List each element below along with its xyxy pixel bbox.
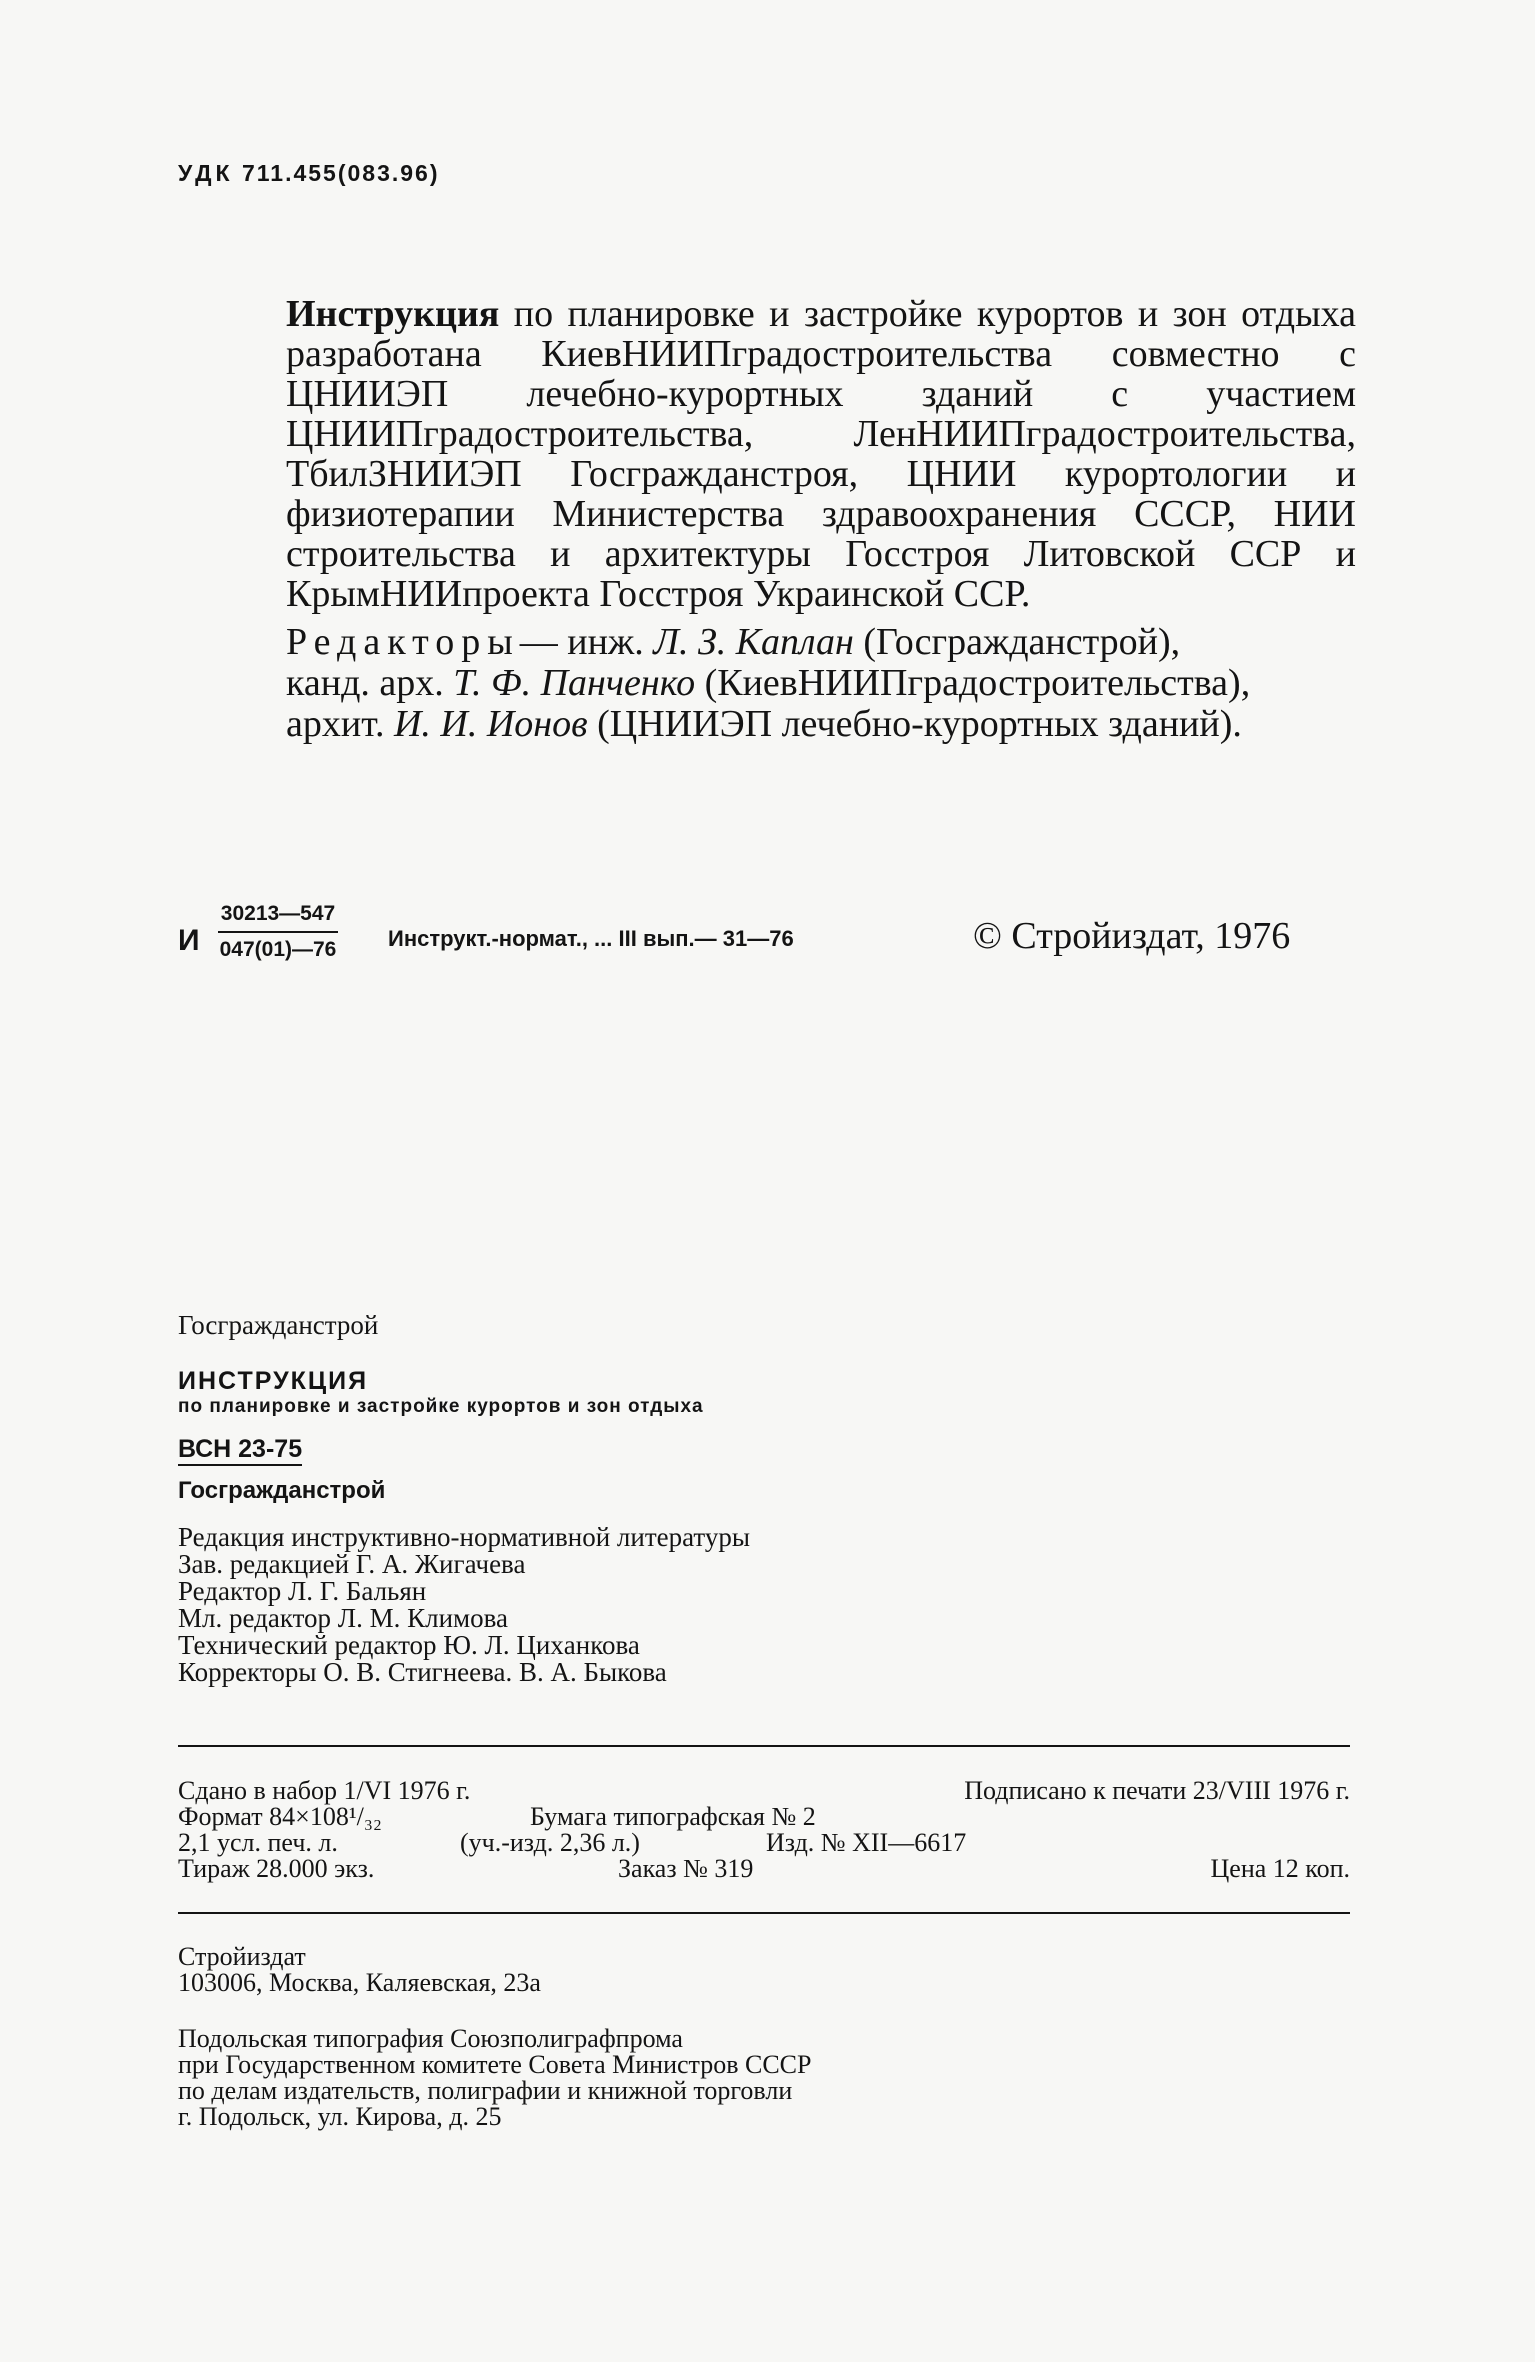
editor-3-org: (ЦНИИЭП лечебно-курортных зданий).: [587, 703, 1242, 745]
pub-sheets: 2,1 усл. печ. л.: [178, 1828, 338, 1857]
printer-block: [178, 2026, 811, 2130]
editors-label: Редакторы: [286, 621, 520, 663]
editor-1-org: (Госгражданстрой),: [853, 621, 1181, 663]
imprint-denominator: 047(01)—76: [219, 938, 337, 961]
credit-line: Редакция инструктивно-нормативной литературы: [178, 1522, 750, 1552]
intro-lead: Инструкция: [286, 293, 500, 335]
editor-line-3: [286, 704, 1356, 745]
pub-row: [178, 1856, 1350, 1882]
pub-paper: Бумага типографская № 2: [530, 1802, 816, 1831]
credit-line: Технический редактор Ю. Л. Цихaнкова: [178, 1630, 640, 1660]
pub-format: Формат 84×108¹/₃₂: [178, 1802, 382, 1831]
printer-line: при Государственном комитете Совета Министров СССР: [178, 2050, 812, 2079]
editor-2-name: Т. Ф. Панченко: [453, 662, 696, 704]
pub-sent: Сдано в набор 1/VI 1976 г.: [178, 1776, 471, 1805]
editor-3-title: архит.: [286, 703, 394, 745]
colophon-org: Госгражданстрой: [178, 1310, 379, 1340]
colophon: [178, 1312, 1358, 1686]
intro-text: по планировке и застройке курортов и зон отдыха разработана КиевНИИПградостроительства совместно с ЦНИИЭП лечебно-курортных зданий с участием ЦНИИПградостроительства, ЛенНИИПградостроительства, ТбилЗНИИЭП Госгражданстроя, ЦНИИ курортологии и физиотерапии Министерства здравоохранения СССР, НИИ строительства и архитектуры Госстроя Литовской ССР и КрымНИИпроекта Госстроя Украинской ССР.: [286, 293, 1357, 615]
credit-line: Редактор Л. Г. Бальян: [178, 1576, 427, 1606]
editor-2-org: (КиевНИИПградостроительства),: [695, 662, 1251, 704]
pub-izd: Изд. № XII—6617: [766, 1828, 967, 1857]
colophon-title: ИНСТРУКЦИЯ: [178, 1367, 369, 1395]
imprint-letter: И: [178, 924, 200, 957]
credit-line: Зав. редакцией Г. А. Жигачева: [178, 1549, 526, 1579]
pub-price: Цена 12 коп.: [1210, 1854, 1350, 1883]
pub-order: Заказ № 319: [618, 1854, 754, 1883]
editor-1-name: Л. З. Каплан: [653, 621, 854, 663]
intro-paragraph: [286, 294, 1356, 614]
imprint-fraction: [218, 900, 338, 964]
udk-label: УДК: [178, 160, 234, 186]
printer-line: г. Подольск, ул. Кирова, д. 25: [178, 2102, 502, 2131]
udk-line: [178, 160, 440, 187]
divider-top: [178, 1745, 1350, 1747]
credit-line: Мл. редактор Л. М. Климова: [178, 1603, 508, 1633]
copyright: © Стройиздат, 1976: [973, 915, 1291, 957]
divider-bottom: [178, 1912, 1350, 1914]
imprint-numerator: 30213—547: [218, 900, 338, 933]
pub-row: [178, 1804, 1350, 1830]
editor-1-title: — инж.: [519, 621, 654, 663]
credit-line: Корректоры О. В. Стигнеева. В. А. Быкова: [178, 1657, 667, 1687]
pub-row: [178, 1830, 1350, 1856]
credits-list: [178, 1524, 1358, 1686]
editor-3-name: И. И. Ионов: [393, 703, 588, 745]
printer-line: Подольская типография Союзполиграфпрома: [178, 2024, 683, 2053]
imprint-middle: Инструкт.-нормат., ... III вып.— 31—76: [388, 926, 794, 951]
pub-row: [178, 1778, 1350, 1804]
publisher-name: Стройиздат: [178, 1942, 306, 1971]
colophon-code: ВСН 23-75: [178, 1436, 302, 1466]
publication-details: [178, 1778, 1350, 1882]
editor-line-2: [286, 663, 1356, 704]
pub-run: Тираж 28.000 экз.: [178, 1854, 375, 1883]
editor-2-title: канд. арх.: [286, 662, 454, 704]
publisher-address: 103006, Москва, Каляевская, 23а: [178, 1968, 541, 1997]
colophon-org-2: Госгражданстрой: [178, 1477, 386, 1504]
udk-code: 711.455(083.96): [241, 160, 440, 186]
colophon-subtitle: по планировке и застройке курортов и зон отдыха: [178, 1396, 704, 1417]
publisher-block: [178, 1944, 541, 1996]
printer-line: по делам издательств, полиграфии и книжной торговли: [178, 2076, 793, 2105]
pub-signed: Подписано к печати 23/VIII 1976 г.: [964, 1776, 1350, 1805]
imprint-line: [178, 900, 1358, 980]
editors-block: [286, 622, 1356, 745]
editor-line-1: [286, 622, 1356, 663]
pub-edsheets: (уч.-изд. 2,36 л.): [460, 1828, 640, 1857]
